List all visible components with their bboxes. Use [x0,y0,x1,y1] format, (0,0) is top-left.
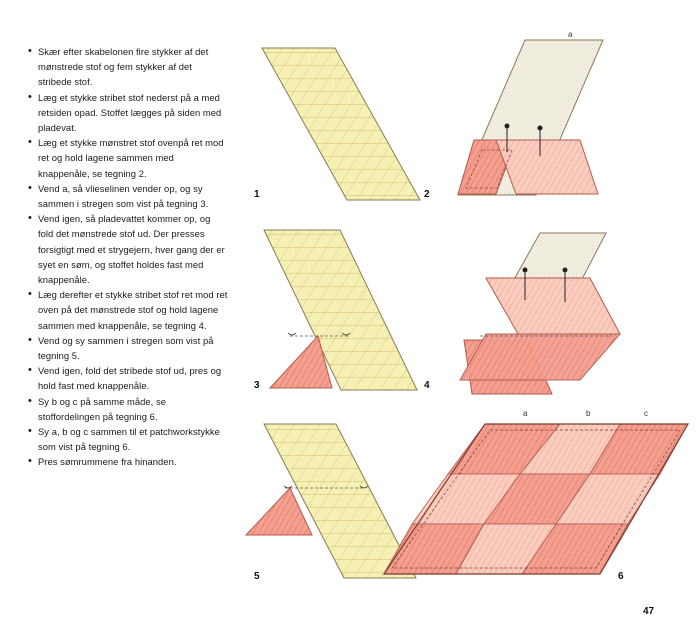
figure-6-label-c: c [644,409,648,418]
instruction-step: • Læg derefter et stykke stribet stof ret mod ret oven på det mønstrede stof og hold lagene sammen med knappenåle, se tegning 4. [28,287,228,333]
instruction-step: • Læg et stykke stribet stof nederst på a med retsiden opad. Stoffet lægges på siden med pladevat. [28,90,228,136]
figure-2-diagram [458,40,603,195]
instruction-step: • Pres sømrummene fra hinanden. [28,454,228,469]
instruction-step: • Sy a, b og c sammen til et patchworkstykke som vist på tegning 6. [28,424,228,454]
figure-6-label-b: b [586,409,591,418]
figure-2-label-a: a [568,30,573,39]
figure-6-number: 6 [618,571,624,582]
figure-4-number: 4 [424,380,430,391]
figure-6-patchwork [384,424,688,574]
figure-1-number: 1 [254,189,260,200]
instruction-step: • Vend igen, fold det stribede stof ud, pres og hold fast med knappenåle. [28,363,228,393]
instruction-step: • Læg et stykke mønstret stof ovenpå ret mod ret og hold lagene sammen med knappenåle, se tegning 2. [28,135,228,181]
figure-2-number: 2 [424,189,430,200]
instruction-step: • Sy b og c på samme måde, se stoffordelingen på tegning 6. [28,394,228,424]
figure-6-label-a: a [523,409,528,418]
figure-4-diagram [460,233,620,394]
page-number: 47 [643,606,655,617]
figure-1-batting-panel [262,48,420,200]
instruction-step: • Vend og sy sammen i stregen som vist på tegning 5. [28,333,228,363]
figure-5-number: 5 [254,571,260,582]
figure-5-diagram [246,424,416,578]
figure-3-diagram [264,230,417,390]
instruction-step: • Vend a, så vlieselinen vender op, og sy sammen i stregen som vist på tegning 3. [28,181,228,211]
instruction-step: • Skær efter skabelonen fire stykker af det mønstrede stof og fem stykker af det stribede stof. [28,44,228,90]
instruction-step: • Vend igen, så pladevattet kommer op, og fold det mønstrede stof ud. Der presses forsigtigt med et strygejern, hver gang der er syet en søm, og stoffet holdes fast med knappenåle. [28,211,228,287]
figure-3-number: 3 [254,380,260,391]
